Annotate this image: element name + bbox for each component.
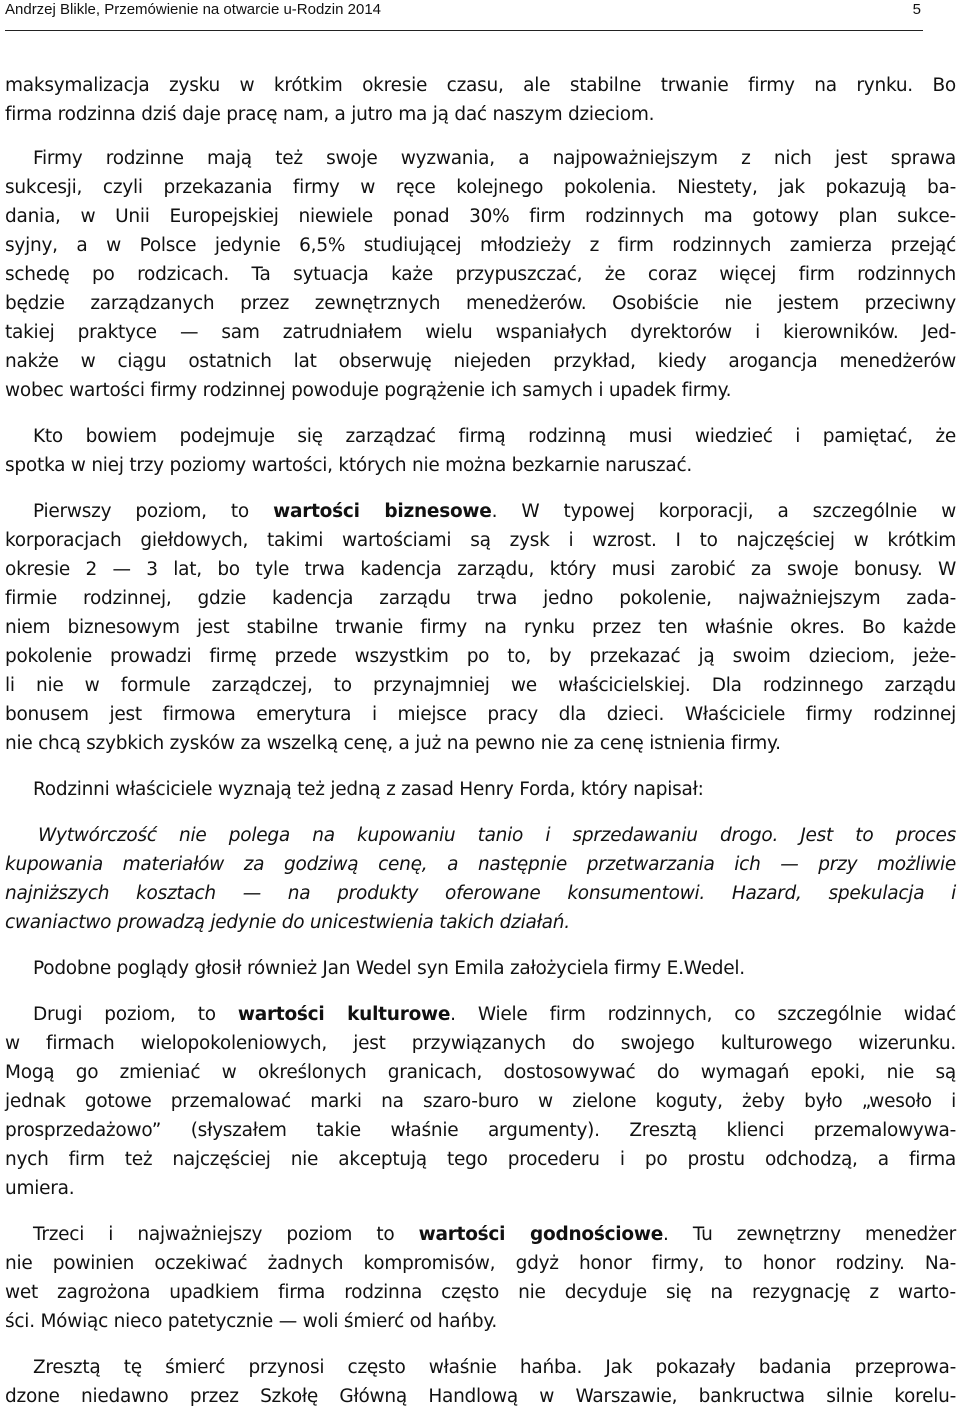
text-line: firmie rodzinnej, gdzie kadencja zarządu trwa jedno pokolenie, najważniejszym zada- [5,588,956,609]
text-line: bonusem jest firmowa emerytura i miejsce pracy dla dzieci. Właściciele firmy rodzinnej [5,704,956,725]
paragraph [5,71,956,129]
text-line: prosprzedażowo” (słyszałem takie właśnie argumenty). Zresztą klienci przemalowywa- [5,1120,956,1141]
paragraph [5,1353,956,1411]
text-line: wet zagrożona upadkiem firma rodzinna często nie decyduje się na rezygnację z warto- [5,1282,956,1303]
text-line: Zresztą tę śmierć przynosi często właśnie hańba. Jak pokazały badania przeprowa- [33,1357,956,1378]
text-line: nie powinien oczekiwać żadnych kompromisów, gdyż honor firmy, to honor rodziny. Na- [5,1253,956,1274]
paragraph [5,497,956,758]
paragraph [5,1220,956,1336]
text-line: niem biznesowym jest stabilne trwanie firmy na rynku przez ten właśnie okres. Bo każde [5,617,956,638]
text-line: jednak gotowe przemalować marki na szaro-buro w zielone koguty, żeby było „wesoło i [5,1091,956,1112]
page-number: 5 [912,1,921,18]
document-body [5,71,956,1411]
text-line: spotka w niej trzy poziomy wartości, których nie można bezkarnie naruszać. [5,455,693,476]
paragraph [5,1000,956,1203]
bold-term: wartości biznesowe [273,501,492,522]
text-line: firma rodzinna dziś daje pracę nam, a jutro ma ją dać naszym dzieciom. [5,104,655,125]
quote-line: kupowania materiałów za godziwą cenę, a następnie przetwarzania ich — przy możliwie [5,854,956,875]
paragraph [5,775,956,804]
paragraph [5,422,956,480]
text-line: korporacjach giełdowych, takimi wartościami są zysk i wzrost. I to najczęściej w krótkim [5,530,956,551]
header-title: Andrzej Blikle, Przemówienie na otwarcie u-Rodzin 2014 [5,1,382,18]
page-header [5,0,923,31]
text-line: syjny, a w Polsce jedynie 6,5% studiującej młodzieży z firm rodzinnych zamierza przejąć [5,235,956,256]
text-line: Pierwszy poziom, to wartości biznesowe. W typowej korporacji, a szczególnie w [33,501,956,522]
text-line: Mogą go zmieniać w określonych granicach, dostosowywać do wymagań epoki, nie są [5,1062,956,1083]
block-quote [5,821,956,937]
text-line: w firmach wielopokoleniowych, jest przywiązanych do swojego kulturowego wizerunku. [5,1033,956,1054]
quote-line: najniższych kosztach — na produkty oferowane konsumentowi. Hazard, spekulacja i [5,883,956,904]
text-line: nych firm też najczęściej nie akceptują tego procederu i po prostu odchodzą, a firma [5,1149,956,1170]
bold-term: wartości godnościowe [418,1224,663,1245]
text-line: ści. Mówiąc nieco patetycznie — woli śmierć od hańby. [5,1311,498,1332]
paragraph [5,954,956,983]
paragraph [5,144,956,405]
text-line: maksymalizacja zysku w krótkim okresie czasu, ale stabilne trwanie firmy na rynku. Bo [5,75,956,96]
text-line: takiej praktyce — sam zatrudniałem wielu wspaniałych dyrektorów i kierowników. Jed- [5,322,956,343]
text-line: nakże w ciągu ostatnich lat obserwuję niejeden przykład, kiedy arogancja menedżerów [5,351,956,372]
text-line: schedę po rodzicach. Ta sytuacja każe przypuszczać, że coraz więcej firm rodzinnych [5,264,956,285]
text-line: wobec wartości firmy rodzinnej powoduje pogrążenie ich samych i upadek firmy. [5,380,732,401]
text-line: Firmy rodzinne mają też swoje wyzwania, a najpoważniejszym z nich jest sprawa [33,148,956,169]
text-line: li nie w formule zarządczej, to przynajmniej we właścicielskiej. Dla rodzinnego zarządu [5,675,956,696]
text-line: Rodzinni właściciele wyznają też jedną z zasad Henry Forda, który napisał: [33,779,704,800]
quote-line: Wytwórczość nie polega na kupowaniu tanio i sprzedawaniu drogo. Jest to proces [38,825,956,846]
text-line: dania, w Unii Europejskiej niewiele ponad 30% firm rodzinnych ma gotowy plan sukce- [5,206,956,227]
text-line: nie chcą szybkich zysków za wszelką cenę, a już na pewno nie za cenę istnienia firmy. [5,733,781,754]
text-line: sukcesji, czyli przekazania firmy w ręce kolejnego pokolenia. Niestety, jak pokazują ba- [5,177,956,198]
text-line: Trzeci i najważniejszy poziom to wartości godnościowe. Tu zewnętrzny menedżer [33,1224,956,1245]
text-line: Podobne poglądy głosił również Jan Wedel syn Emila założyciela firmy E.Wedel. [33,958,745,979]
quote-line: cwaniactwo prowadzą jedynie do unicestwienia takich działań. [5,912,570,933]
text-line: dzone niedawno przez Szkołę Główną Handlową w Warszawie, bankructwa silnie korelu- [5,1386,956,1407]
text-line: pokolenie prowadzi firmę przede wszystkim po to, by przekazać ją swoim dzieciom, jeże- [5,646,956,667]
text-line: Drugi poziom, to wartości kulturowe. Wiele firm rodzinnych, co szczególnie widać [33,1004,957,1025]
text-line: Kto bowiem podejmuje się zarządzać firmą rodzinną musi wiedzieć i pamiętać, że [33,426,956,447]
text-line: umiera. [5,1178,75,1199]
text-line: okresie 2 — 3 lat, bo tyle trwa kadencja zarządu, który musi zarobić za swoje bonusy. W [5,559,956,580]
text-line: będzie zarządzanych przez zewnętrznych menedżerów. Osobiście nie jestem przeciwny [5,293,956,314]
bold-term: wartości kulturowe [237,1004,451,1025]
